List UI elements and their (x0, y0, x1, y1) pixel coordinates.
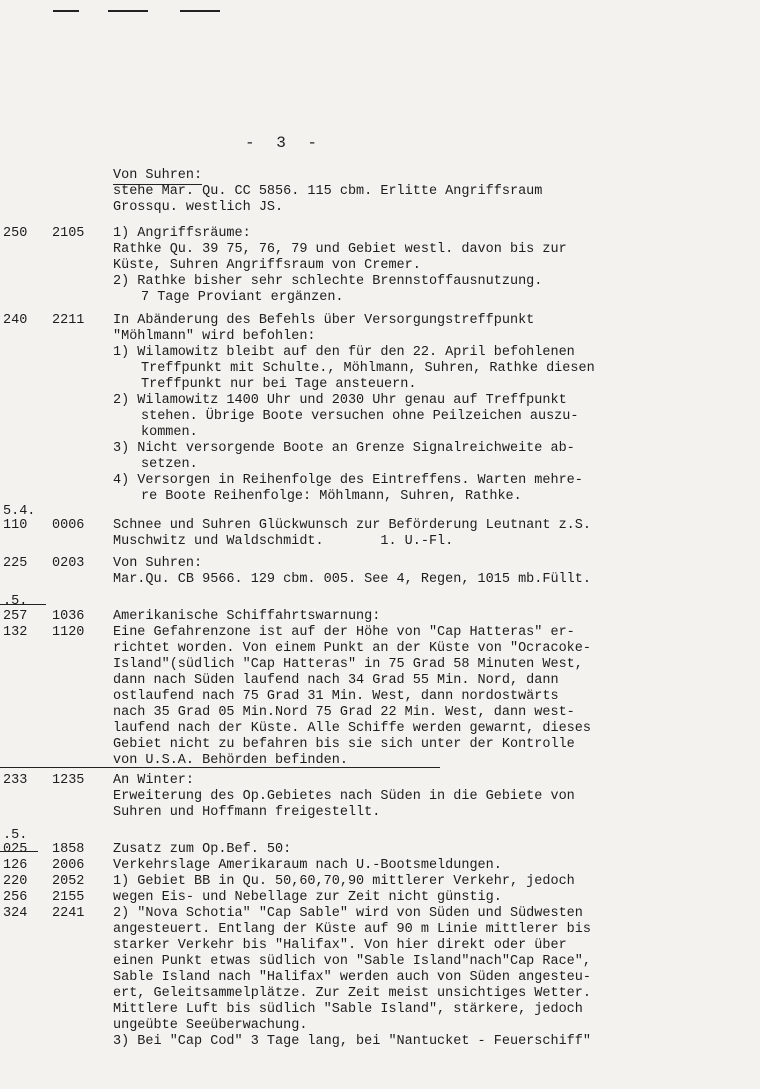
entry-text-line: ungeübte Seeüberwachung. (113, 1018, 308, 1033)
entry-text-line: 2) Wilamowitz 1400 Uhr und 2030 Uhr genau auf Treffpunkt (113, 393, 567, 408)
scan-mark (53, 10, 79, 12)
entry-text-line: Mittlere Luft bis südlich "Sable Island", stärkere, jedoch (113, 1002, 583, 1017)
entry-text-line: "Möhlmann" wird befohlen: (113, 329, 316, 344)
page-number: - 3 - (245, 134, 324, 152)
entry-text-line: kommen. (141, 425, 198, 440)
entry-text-line: Treffpunkt nur bei Tage ansteuern. (141, 377, 417, 392)
entry-text-line: 3) Bei "Cap Cod" 3 Tage lang, bei "Nantucket - Feuerschiff" (113, 1034, 591, 1049)
entry-text-line: 2) "Nova Schotia" "Cap Sable" wird von Süden und Südwesten (113, 906, 583, 921)
time-group-label: 220 (3, 874, 28, 889)
time-group-label: 250 (3, 226, 28, 241)
time-group-label: 110 (3, 518, 28, 533)
entry-text-line: Island"(südlich "Cap Hatteras" in 75 Grad 58 Minuten West, (113, 657, 583, 672)
time-group-label: 257 (3, 609, 28, 624)
entry-text-line: 1) Gebiet BB in Qu. 50,60,70,90 mittlerer Verkehr, jedoch (113, 874, 575, 889)
time-label: 2006 (52, 858, 85, 873)
time-group-label: 324 (3, 906, 28, 921)
entry-text-line: einen Punkt etwas südlich von "Sable Island"nach"Cap Race", (113, 954, 591, 969)
entry-text-line: Mar.Qu. CB 9566. 129 cbm. 005. See 4, Regen, 1015 mb.Füllt. (113, 572, 591, 587)
entry-text-line: Verkehrslage Amerikaraum nach U.-Bootsmeldungen. (113, 858, 502, 873)
time-label: 1858 (52, 842, 85, 857)
entry-text-line: Gebiet nicht zu befahren bis sie sich unter der Kontrolle (113, 737, 575, 752)
entry-text-line: Eine Gefahrenzone ist auf der Höhe von "Cap Hatteras" er- (113, 625, 575, 640)
scan-mark (108, 10, 148, 12)
entry-text-line: starker Verkehr bis "Halifax". Von hier direkt oder über (113, 938, 567, 953)
entry-text-line: 4) Versorgen in Reihenfolge des Eintreffens. Warten mehre- (113, 473, 583, 488)
time-label: 1036 (52, 609, 85, 624)
entry-text-line: angesteuert. Entlang der Küste auf 90 m Linie mittlerer bis (113, 922, 591, 937)
entry-text-line: 1) Angriffsräume: (113, 226, 251, 241)
entry-text-line: setzen. (141, 457, 198, 472)
entry-text-line: 7 Tage Proviant ergänzen. (141, 290, 344, 305)
entry-text-line: In Abänderung des Befehls über Versorgungstreffpunkt (113, 313, 535, 328)
entry-text-line: 3) Nicht versorgende Boote an Grenze Signalreichweite ab- (113, 441, 575, 456)
entry-text-line: Von Suhren: (113, 556, 203, 571)
entry-text-line: ert, Geleitsammelplätze. Zur Zeit meist unsichtiges Wetter. (113, 986, 591, 1001)
time-group-label: 240 (3, 313, 28, 328)
entry-text-line: Amerikanische Schiffahrtswarnung: (113, 609, 381, 624)
entry-text-line: ostlaufend nach 75 Grad 31 Min. West, dann nordostwärts (113, 689, 559, 704)
entry-text-line: laufend nach der Küste. Alle Schiffe werden gewarnt, dieses (113, 721, 591, 736)
time-label: 1120 (52, 625, 85, 640)
entry-text-line: An Winter: (113, 773, 195, 788)
entry-text-line: Erweiterung des Op.Gebietes nach Süden in die Gebiete von (113, 789, 575, 804)
time-group-label: 132 (3, 625, 28, 640)
time-group-label: 225 (3, 556, 28, 571)
time-label: 1235 (52, 773, 85, 788)
entry-text-line: Rathke Qu. 39 75, 76, 79 und Gebiet westl. davon bis zur (113, 242, 567, 257)
entry-text-line: Zusatz zum Op.Bef. 50: (113, 842, 292, 857)
time-group-label: 025 (3, 842, 28, 857)
time-label: 2155 (52, 890, 85, 905)
entry-text-line: von U.S.A. Behörden befinden. (113, 753, 348, 768)
entry-text-line: nach 35 Grad 05 Min.Nord 75 Grad 22 Min. West, dann west- (113, 705, 575, 720)
entry-text-line: wegen Eis- und Nebellage zur Zeit nicht günstig. (113, 890, 502, 905)
entry-text-line: stehen. Übrige Boote versuchen ohne Peilzeichen auszu- (141, 409, 579, 424)
time-group-label: 233 (3, 773, 28, 788)
time-label: 0203 (52, 556, 85, 571)
time-label: 2211 (52, 313, 85, 328)
time-label: 0006 (52, 518, 85, 533)
entry-text-line: re Boote Reihenfolge: Möhlmann, Suhren, Rathke. (141, 489, 522, 504)
entry-text-line: 2) Rathke bisher sehr schlechte Brennstoffausnutzung. (113, 274, 543, 289)
time-group-label: 126 (3, 858, 28, 873)
entry-text-line: Küste, Suhren Angriffsraum von Cremer. (113, 258, 421, 273)
entry-text-line: Suhren und Hoffmann freigestellt. (113, 805, 381, 820)
time-group-label: 5.4. (3, 504, 36, 519)
entry-text-line: Treffpunkt mit Schulte., Möhlmann, Suhren, Rathke diesen (141, 361, 595, 376)
entry-text-line: Sable Island nach "Halifax" werden auch von Süden angesteu- (113, 970, 591, 985)
entry-text-line: richtet worden. Von einem Punkt an der Küste von "Ocracoke- (113, 641, 591, 656)
time-label: 2241 (52, 906, 85, 921)
entry-text-line: stehe Mar. Qu. CC 5856. 115 cbm. Erlitte Angriffsraum (113, 184, 543, 199)
entry-text-line: Von Suhren: (113, 168, 203, 183)
time-group-label: 256 (3, 890, 28, 905)
time-group-label: .5. (3, 828, 28, 843)
entry-text-line: 1) Wilamowitz bleibt auf den für den 22. April befohlenen (113, 345, 575, 360)
entry-text-line: dann nach Süden laufend nach 34 Grad 55 Min. Nord, dann (113, 673, 559, 688)
time-group-label: .5. (3, 594, 28, 609)
entry-text-line: Muschwitz und Waldschmidt. 1. U.-Fl. (113, 534, 454, 549)
time-label: 2052 (52, 874, 85, 889)
scan-mark (180, 10, 220, 12)
time-label: 2105 (52, 226, 85, 241)
entry-text-line: Grossqu. westlich JS. (113, 200, 284, 215)
entry-text-line: Schnee und Suhren Glückwunsch zur Beförderung Leutnant z.S. (113, 518, 591, 533)
